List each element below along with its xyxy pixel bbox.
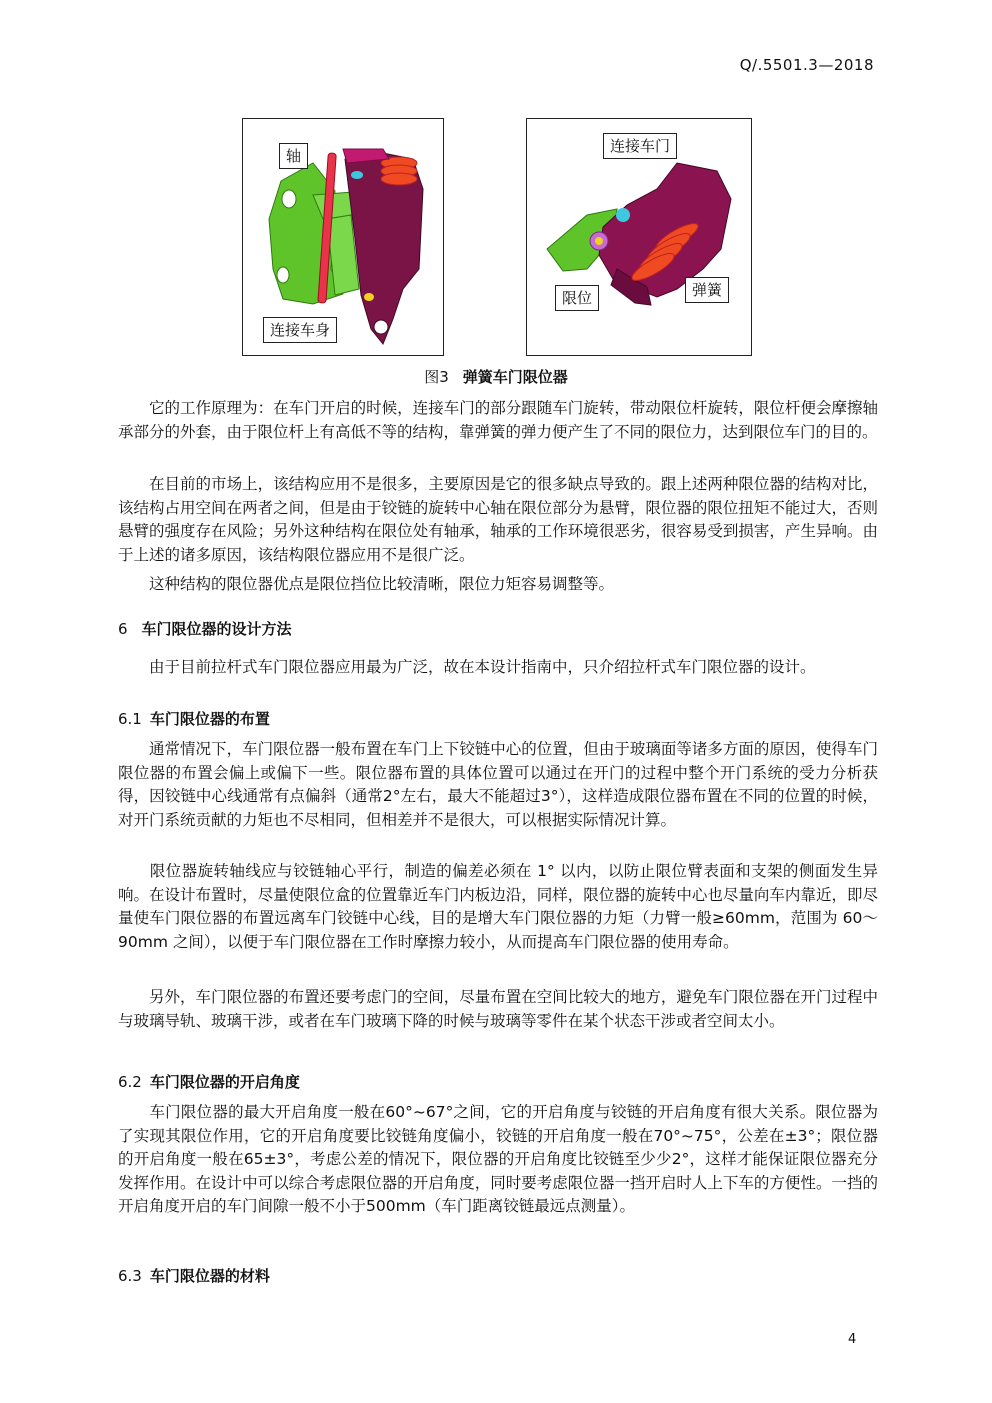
paragraph-market: 在目前的市场上，该结构应用不是很多，主要原因是它的很多缺点导致的。跟上述两种限位器的结构对比，该结构占用空间在两者之间，但是由于铰链的旋转中心轴在限位部分为悬臂，限位器的限位扭矩不能过大，否则悬臂的强度存在风险；另外这种结构在限位处有轴承，轴承的工作环境很恶劣，很容易受到损害，产生异响。由于上述的诸多原因，该结构限位器应用不是很广泛。 <box>118 475 878 564</box>
section-6-2-title: 车门限位器的开启角度 <box>149 1073 300 1091</box>
section-6-number: 6 <box>118 620 128 638</box>
section-6-1-title: 车门限位器的布置 <box>149 710 270 728</box>
paragraph-advantages: 这种结构的限位器优点是限位挡位比较清晰，限位力矩容易调整等。 <box>118 575 615 593</box>
section-6-title: 车门限位器的设计方法 <box>141 620 292 638</box>
callout-shaft: 轴 <box>279 143 308 169</box>
section-6-intro: 由于目前拉杆式车门限位器应用最为广泛，故在本设计指南中，只介绍拉杆式车门限位器的设计。 <box>118 658 816 676</box>
figure-caption <box>0 366 992 387</box>
callout-door: 连接车门 <box>603 133 677 159</box>
section-6-heading <box>118 618 292 639</box>
section-6-1-paragraph-1: 通常情况下，车门限位器一般布置在车门上下铰链中心的位置，但由于玻璃面等诸多方面的原因，使得车门限位器的布置会偏上或偏下一些。限位器布置的具体位置可以通过在开门的过程中整个开门系统的受力分析获得，因铰链中心线通常有点偏斜（通常2°左右，最大不能超过3°），这样造成限位器布置在不同的位置的时候，对开门系统贡献的力矩也不尽相同，但相差并不是很大，可以根据实际情况计算。 <box>118 740 878 829</box>
section-6-1-paragraph-2: 限位器旋转轴线应与铰链轴心平行，制造的偏差必须在 1° 以内，以防止限位臂表面和支架的侧面发生异响。在设计布置时，尽量使限位盒的位置靠近车门内板边沿，同样，限位器的旋转中心也尽量向车内靠近，即尽量使车门限位器的布置远离车门铰链中心线，目的是增大车门限位器的力矩（力臂一般≥60mm，范围为 60～90mm 之间），以便于车门限位器在工作时摩擦力较小，从而提高车门限位器的使用寿命。 <box>118 862 878 951</box>
section-6-2-paragraph-1: 车门限位器的最大开启角度一般在60°~67°之间，它的开启角度与铰链的开启角度有很大关系。限位器为了实现其限位作用，它的开启角度要比铰链角度偏小，铰链的开启角度一般在70°~75°，公差在±3°；限位器的开启角度一般在65±3°，考虑公差的情况下，限位器的开启角度比铰链至少少2°，这样才能保证限位器充分发挥作用。在设计中可以综合考虑限位器的开启角度，同时要考虑限位器一挡开启时人上下车的方便性。一挡的开启角度开启的车门间隙一般不小于500mm（车门距离铰链最远点测量）。 <box>118 1103 878 1216</box>
page-number: 4 <box>848 1332 857 1347</box>
section-6-3-number: 6.3 <box>118 1267 142 1285</box>
paragraph-working-principle: 它的工作原理为：在车门开启的时候，连接车门的部分跟随车门旋转，带动限位杆旋转，限位杆便会摩擦轴承部分的外套，由于限位杆上有高低不等的结构，靠弹簧的弹力便产生了不同的限位力，达到限位车门的目的。 <box>118 399 878 441</box>
figure-right-limiter <box>526 118 752 356</box>
section-6-1-number: 6.1 <box>118 710 142 728</box>
section-6-3-title: 车门限位器的材料 <box>149 1267 270 1285</box>
section-6-2-heading <box>118 1071 300 1092</box>
figure-left-hinge <box>242 118 444 356</box>
figure-caption-title: 弹簧车门限位器 <box>462 368 568 386</box>
figure-caption-number: 图3 <box>424 368 449 386</box>
section-6-1-heading <box>118 708 270 729</box>
callout-spring: 弹簧 <box>685 277 729 303</box>
section-6-1-paragraph-3: 另外，车门限位器的布置还要考虑门的空间，尽量布置在空间比较大的地方，避免车门限位器在开门过程中与玻璃导轨、玻璃干涉，或者在车门玻璃下降的时候与玻璃等零件在某个状态干涉或者空间太小。 <box>118 988 878 1030</box>
callout-limit: 限位 <box>555 285 599 311</box>
callout-body: 连接车身 <box>263 317 337 343</box>
section-6-2-number: 6.2 <box>118 1073 142 1091</box>
document-code: Q/.5501.3—2018 <box>739 56 874 74</box>
section-6-3-heading <box>118 1265 270 1286</box>
